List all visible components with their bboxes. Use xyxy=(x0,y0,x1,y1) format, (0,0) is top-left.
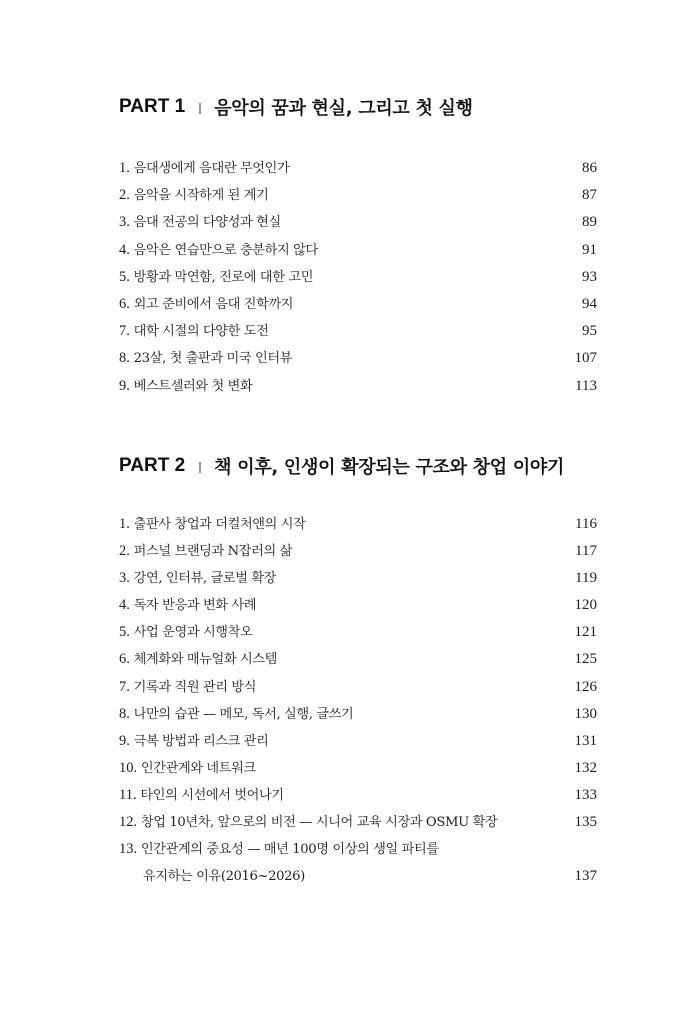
part-heading xyxy=(119,94,597,120)
toc-entry xyxy=(119,705,597,732)
toc-entry-page: 87 xyxy=(582,187,597,204)
toc-entry-title xyxy=(119,623,252,642)
toc-entry-title xyxy=(119,786,284,805)
toc-entry-text: 기록과 직원 관리 방식 xyxy=(133,679,257,695)
toc-entry-text: 타인의 시선에서 벗어나기 xyxy=(140,787,284,803)
toc-entry-title xyxy=(119,186,268,205)
toc-entry-page: 91 xyxy=(582,241,597,258)
toc-entry-title xyxy=(119,542,292,561)
toc-entry-number: 2. xyxy=(119,187,130,204)
toc-entry-text: 창업 10년차, 앞으로의 비전 — 시니어 교육 시장과 OSMU 확장 xyxy=(140,815,498,831)
toc-entry-text: 음악을 시작하게 된 계기 xyxy=(133,188,269,204)
toc-entry xyxy=(119,268,597,295)
toc-entry-title xyxy=(119,322,268,341)
toc-entry-text: 퍼스널 브랜딩과 N잡러의 삶 xyxy=(133,544,292,560)
toc-entry-number: 6. xyxy=(119,651,130,668)
toc-entry-title xyxy=(119,349,292,368)
toc-entry-text: 음대 전공의 다양성과 현실 xyxy=(133,215,281,231)
toc-entry-page: 126 xyxy=(574,678,597,695)
toc-entry-page: 93 xyxy=(582,268,597,285)
toc-entry-text: 극복 방법과 리스크 관리 xyxy=(133,733,269,749)
toc-entry-page: 95 xyxy=(582,323,597,340)
toc-entry-number: 10. xyxy=(119,759,138,776)
part-label: PART 1 xyxy=(119,96,186,117)
toc-entry xyxy=(119,542,597,569)
toc-entry-number: 7. xyxy=(119,678,130,695)
part-separator xyxy=(199,462,201,473)
toc-entry-title xyxy=(119,650,277,669)
toc-entry-text: 음악은 연습만으로 충분하지 않다 xyxy=(133,242,318,258)
toc-entry-title xyxy=(119,241,318,260)
toc-entry-number: 3. xyxy=(119,214,130,231)
toc-list xyxy=(119,159,597,404)
toc-entry-number: 5. xyxy=(119,268,130,285)
toc-part-1 xyxy=(119,94,597,404)
toc-entry-text: 강연, 인터뷰, 글로벌 확장 xyxy=(133,571,277,587)
toc-entry xyxy=(119,213,597,240)
toc-entry-page: 125 xyxy=(574,651,597,668)
part-title: 음악의 꿈과 현실, 그리고 첫 실행 xyxy=(214,98,473,119)
toc-entry-title xyxy=(119,759,256,778)
toc-entry-title xyxy=(119,678,256,697)
toc-entry xyxy=(119,349,597,376)
toc-entry-number: 4. xyxy=(119,241,130,258)
toc-entry-number: 2. xyxy=(119,543,130,560)
toc-entry-title xyxy=(119,515,305,534)
toc-entry xyxy=(119,623,597,650)
toc-entry-page: 132 xyxy=(574,759,597,776)
part-label: PART 2 xyxy=(119,455,186,476)
toc-entry-text: 대학 시절의 다양한 도전 xyxy=(133,324,269,340)
toc-list xyxy=(119,515,597,894)
toc-entry-number: 9. xyxy=(119,732,130,749)
toc-entry-number: 7. xyxy=(119,323,130,340)
toc-entry xyxy=(119,241,597,268)
toc-entry-number: 13. xyxy=(119,841,138,858)
part-heading xyxy=(119,453,597,479)
toc-entry-text: 방황과 막연함, 진로에 대한 고민 xyxy=(133,269,314,285)
toc-entry-page: 94 xyxy=(582,295,597,312)
toc-entry xyxy=(119,515,597,542)
toc-entry-title xyxy=(119,732,268,751)
toc-entry-page: 135 xyxy=(574,814,597,831)
toc-entry-number: 8. xyxy=(119,350,130,367)
toc-entry xyxy=(119,813,597,840)
toc-entry-number: 11. xyxy=(119,786,137,803)
toc-entry-page: 120 xyxy=(574,597,597,614)
toc-entry-page: 119 xyxy=(575,570,597,587)
toc-entry-page: 137 xyxy=(574,868,597,885)
toc-entry-number: 9. xyxy=(119,377,130,394)
toc-entry-text: 인간관계의 중요성 — 매년 100명 이상의 생일 파티를 xyxy=(140,842,439,858)
toc-entry-number: 8. xyxy=(119,705,130,722)
toc-entry-page: 133 xyxy=(574,786,597,803)
toc-entry-number: 6. xyxy=(119,295,130,312)
toc-entry-page: 116 xyxy=(575,516,597,532)
toc-entry-text: 독자 반응과 변화 사례 xyxy=(133,598,257,614)
toc-entry xyxy=(119,159,597,186)
toc-entry-number: 1. xyxy=(119,516,130,532)
toc-entry-title xyxy=(119,840,439,886)
toc-entry-title xyxy=(119,295,293,314)
toc-entry-text: 음대생에게 음대란 무엇인가 xyxy=(133,161,290,176)
toc-entry-title xyxy=(119,268,313,287)
toc-entry-text: 베스트셀러와 첫 변화 xyxy=(133,378,253,394)
toc-entry xyxy=(119,678,597,705)
toc-entry-page: 121 xyxy=(574,624,597,641)
toc-entry xyxy=(119,732,597,759)
toc-entry-text: 나만의 습관 — 메모, 독서, 실행, 글쓰기 xyxy=(133,706,354,722)
toc-entry-text: 체계화와 매뉴얼화 시스템 xyxy=(133,652,277,668)
toc-entry-title xyxy=(119,377,252,396)
toc-entry-title xyxy=(119,705,353,724)
toc-entry-page: 113 xyxy=(575,377,597,394)
toc-entry-text: 출판사 창업과 더컬처앤의 시작 xyxy=(133,517,306,532)
toc-entry-title xyxy=(119,213,281,232)
toc-entry xyxy=(119,322,597,349)
toc-entry xyxy=(119,377,597,404)
part-separator xyxy=(199,103,201,114)
toc-entry-number: 5. xyxy=(119,624,130,641)
part-title: 책 이후, 인생이 확장되는 구조와 창업 이야기 xyxy=(214,457,565,478)
toc-entry-number: 1. xyxy=(119,160,130,176)
toc-entry-page: 117 xyxy=(575,543,597,560)
toc-entry-text-continued: 유지하는 이유(2016~2026) xyxy=(143,869,305,885)
toc-entry-page: 107 xyxy=(574,350,597,367)
toc-entry-title xyxy=(119,596,256,615)
toc-entry-page: 130 xyxy=(574,705,597,722)
toc-entry xyxy=(119,186,597,213)
toc-entry-text: 사업 운영과 시행착오 xyxy=(133,625,253,641)
toc-entry-title xyxy=(119,159,289,178)
toc-entry-number: 12. xyxy=(119,814,138,831)
toc-entry-number: 3. xyxy=(119,570,130,587)
toc-entry-text: 인간관계와 네트워크 xyxy=(140,760,256,776)
toc-entry-text: 23살, 첫 출판과 미국 인터뷰 xyxy=(133,351,293,367)
toc-entry-text: 외고 준비에서 음대 진학까지 xyxy=(133,296,294,312)
toc-entry xyxy=(119,295,597,322)
toc-entry-page: 89 xyxy=(582,214,597,231)
toc-entry xyxy=(119,569,597,596)
toc-entry xyxy=(119,759,597,786)
toc-entry xyxy=(119,650,597,677)
toc-entry-page: 131 xyxy=(574,732,597,749)
toc-entry-title xyxy=(119,569,276,588)
toc-entry xyxy=(119,786,597,813)
toc-entry-number: 4. xyxy=(119,597,130,614)
toc-part-2 xyxy=(119,453,597,894)
toc-entry-page: 86 xyxy=(582,160,597,176)
toc-entry-title xyxy=(119,813,497,832)
toc-entry xyxy=(119,840,597,894)
toc-entry xyxy=(119,596,597,623)
